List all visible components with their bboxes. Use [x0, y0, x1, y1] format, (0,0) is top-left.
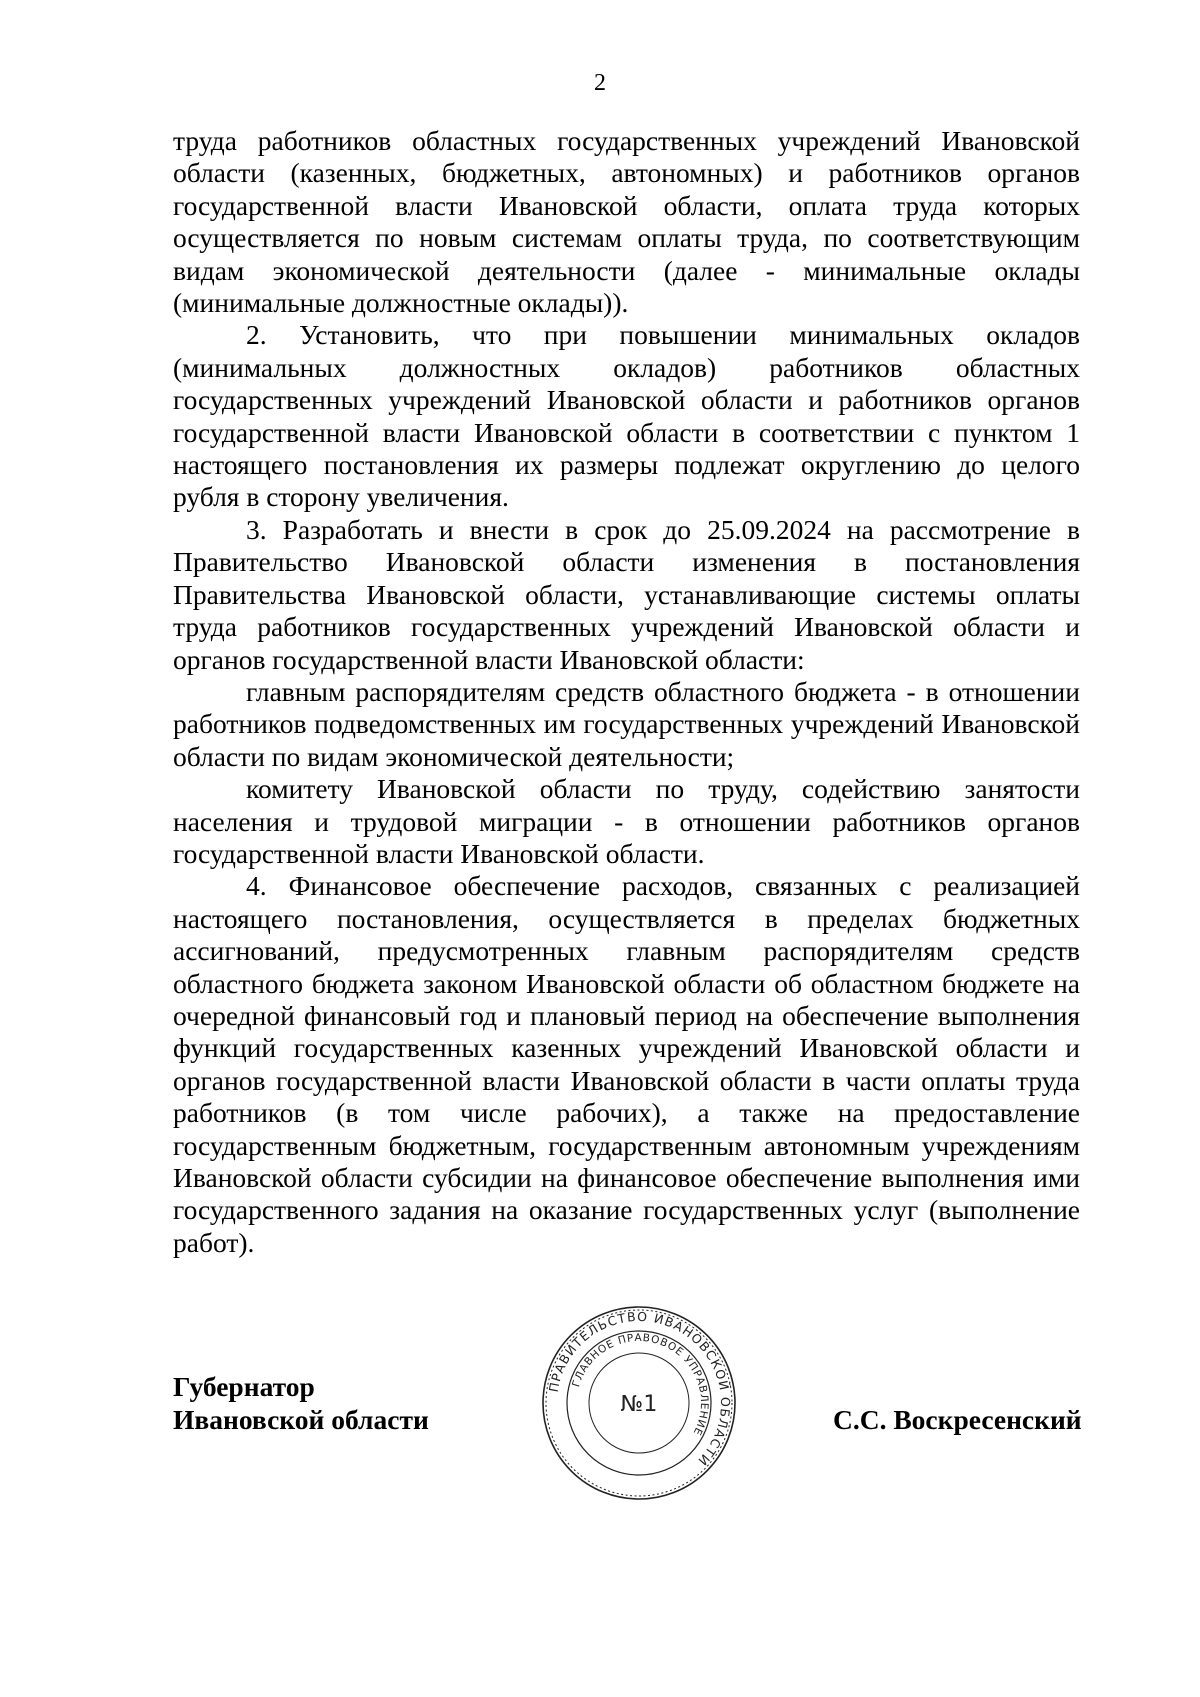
paragraph-subitem-budget-managers: главным распорядителям средств областного бюджета - в отношении работников подведомственных им государственных учреждений Ивановской области по видам экономической деятельности; [173, 675, 1080, 772]
signatory-title-line-2: Ивановской области [173, 1404, 429, 1435]
official-seal [539, 1303, 739, 1503]
signatory-title-line-1: Губернатор [173, 1371, 315, 1402]
paragraph-subitem-labor-committee: комитету Ивановской области по труду, содействию занятости населения и трудовой миграции - в отношении работников органов государственной власти Ивановской области. [173, 773, 1080, 869]
page-number: 2 [594, 70, 606, 96]
seal-icon [539, 1303, 739, 1503]
signatory-name: С.С. Воскресенский [833, 1404, 1082, 1435]
paragraph-item-3: 3. Разработать и внести в срок до 25.09.2024 на рассмотрение в Правительство Ивановской области изменения в постановления Правительства Ивановской области, устанавливающие системы оплаты труда работников государственных учреждений Ивановской области и органов государственной власти Ивановской области: [173, 513, 1080, 675]
paragraph-continuation: труда работников областных государственных учреждений Ивановской области (казенных, бюджетных, автономных) и работников органов государственной власти Ивановской области, оплата труда которых осуществляется по новым системам оплаты труда, по соответствующим видам экономической деятельности (далее - минимальные оклады (минимальные должностные оклады)). [173, 125, 1080, 319]
paragraph-item-2: 2. Установить, что при повышении минимальных окладов (минимальных должностных окладов) работников областных государственных учреждений Ивановской области и работников органов государственной власти Ивановской области в соответствии с пунктом 1 настоящего постановления их размеры подлежат округлению до целого рубля в сторону увеличения. [173, 319, 1080, 513]
signatory-title [173, 1370, 429, 1436]
paragraph-item-4: 4. Финансовое обеспечение расходов, связанных с реализацией настоящего постановления, осуществляется в пределах бюджетных ассигнований, предусмотренных главным распорядителям средств областного бюджета законом Ивановской области об областном бюджете на очередной финансовый год и плановый период на обеспечение выполнения функций государственных казенных учреждений Ивановской области и органов государственной власти Ивановской области в части оплаты труда работников (в том числе рабочих), а также на предоставление государственным бюджетным, государственным автономным учреждениям Ивановской области субсидии на финансовое обеспечение выполнения ими государственного задания на оказание государственных услуг (выполнение работ). [173, 870, 1080, 1258]
seal-inner-text: ГЛАВНОЕ ПРАВОВОЕ УПРАВЛЕНИЕ [570, 1331, 711, 1438]
seal-center-number: №1 [620, 1392, 658, 1417]
svg-text:ГЛАВНОЕ ПРАВОВОЕ УПРАВЛЕНИЕ [570, 1332, 710, 1438]
document-body [173, 125, 1080, 1259]
seal-outer-text: ПРАВИТЕЛЬСТВО ИВАНОВСКОЙ ОБЛАСТИ [545, 1308, 734, 1470]
